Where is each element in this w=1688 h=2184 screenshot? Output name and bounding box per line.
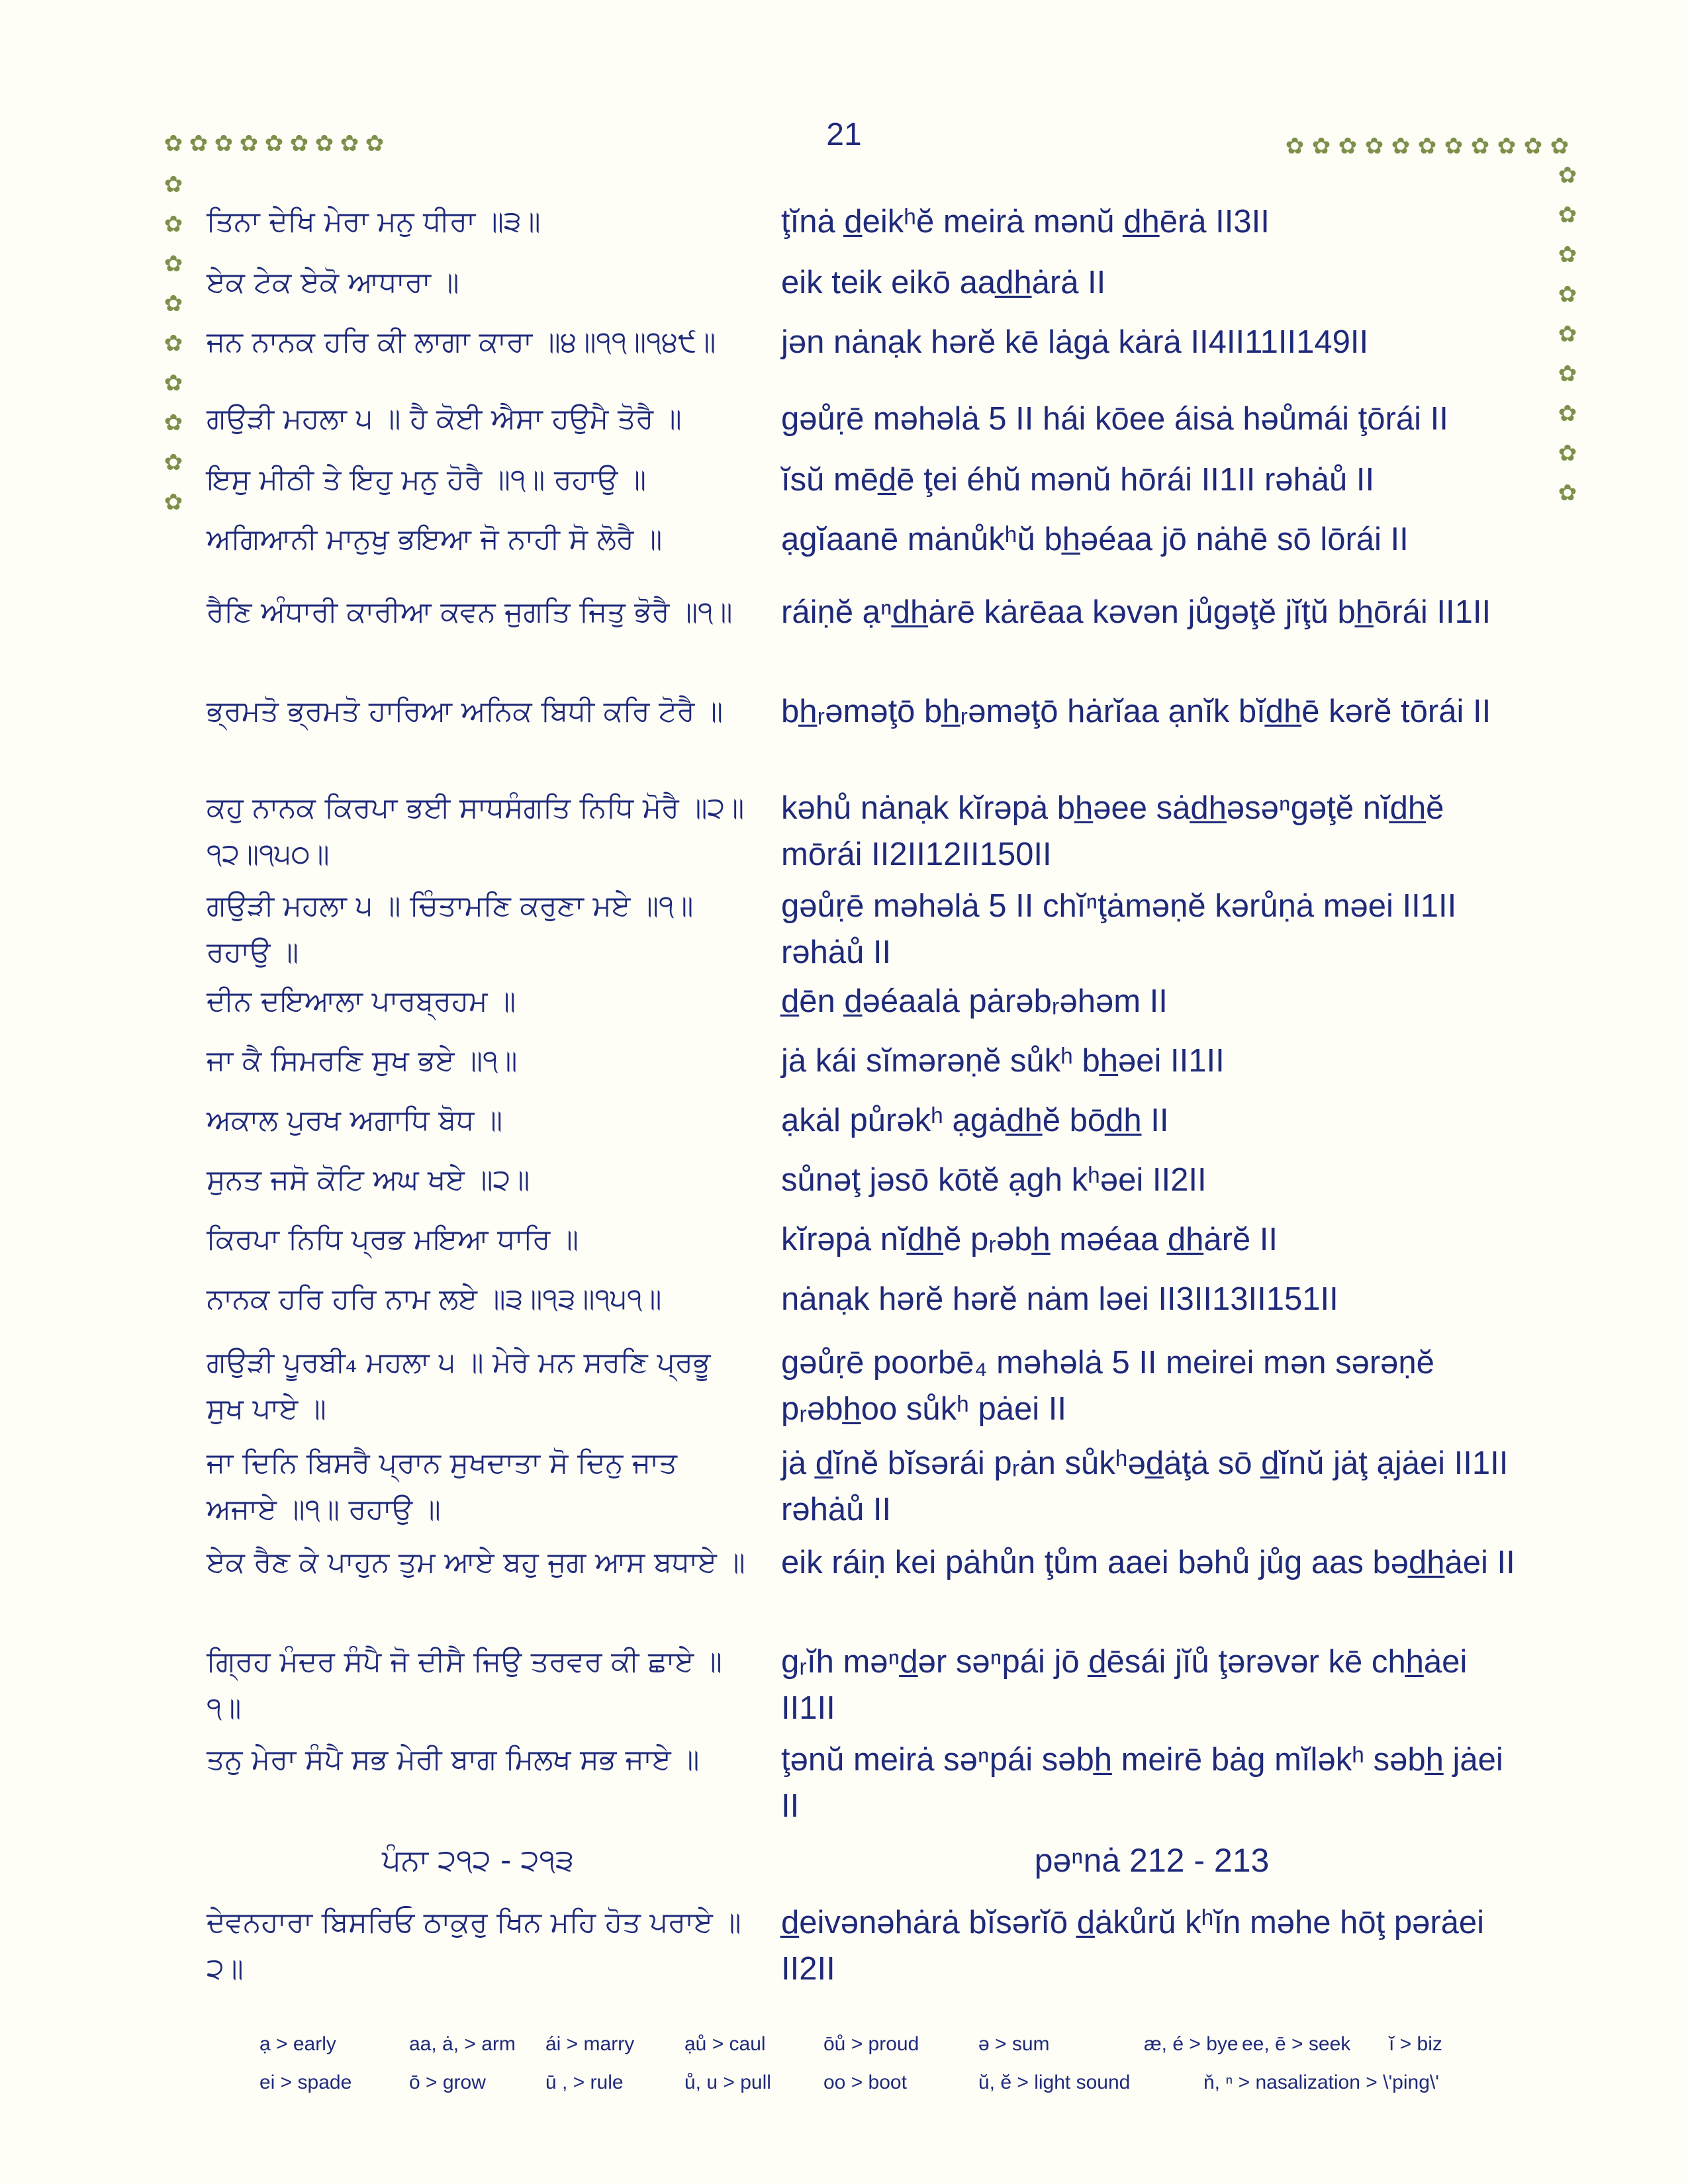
- flower-icon: ✿: [1417, 133, 1437, 159]
- legend-item: ōů > proud: [823, 2033, 919, 2055]
- verse-transliteration: gəůṛē məhəlȧ 5 II chĭⁿţȧməṇĕ kərůṇȧ məei II1II rəhȧů II: [781, 888, 1457, 970]
- flower-icon: ✿: [1523, 133, 1543, 159]
- verse-gurmukhi: ਇਸੁ ਮੀਠੀ ਤੇ ਇਹੁ ਮਨੁ ਹੋਰੈ ॥੧॥ ਰਹਾਉ ॥: [207, 463, 647, 496]
- verse-transliteration: ạkȧl půrəkʰ ạgȧd̲h̲ĕ bōd̲h̲ II: [781, 1103, 1169, 1138]
- flower-icon: ✿: [214, 130, 234, 157]
- verse-transliteration: bh̲ᵣəməţō bh̲ᵣəməţō hȧrĭaa ạnĭk bĭd̲h̲ē kərĕ tōrái II: [781, 694, 1491, 729]
- verse-gurmukhi: ਸੁਨਤ ਜਸੋ ਕੋਟਿ ਅਘ ਖਏ ॥੨॥: [207, 1163, 530, 1197]
- flower-icon: ✿: [1364, 133, 1384, 159]
- legend-item: aa, ȧ, > arm: [409, 2033, 516, 2055]
- legend-item: oo > boot: [823, 2071, 907, 2093]
- flower-icon: ✿: [1558, 202, 1577, 228]
- flower-icon: ✿: [1558, 400, 1577, 427]
- flower-icon: ✿: [164, 211, 183, 238]
- verse-gurmukhi: ਕਿਰਪਾ ਨਿਧਿ ਪ੍ਰਭ ਮਇਆ ਧਾਰਿ ॥: [207, 1223, 579, 1256]
- flower-icon: ✿: [239, 130, 259, 157]
- page-number: 21: [826, 117, 862, 152]
- flower-icon: ✿: [1558, 242, 1577, 268]
- flower-icon: ✿: [1558, 361, 1577, 387]
- verse-gurmukhi: ਰੈਣਿ ਅੰਧਾਰੀ ਕਾਰੀਆ ਕਵਨ ਜੁਗਤਿ ਜਿਤੁ ਭੋਰੈ ॥੧॥: [207, 596, 733, 629]
- verse-gurmukhi: ਜਨ ਨਾਨਕ ਹਰਿ ਕੀ ਲਾਗਾ ਕਾਰਾ ॥੪॥੧੧॥੧੪੯॥: [207, 326, 716, 359]
- verse-gurmukhi: ਜਾ ਕੈ ਸਿਮਰਣਿ ਸੁਖ ਭਏ ॥੧॥: [207, 1044, 518, 1077]
- flower-icon: ✿: [340, 130, 359, 157]
- verse-gurmukhi: ਦੇਵਨਹਾਰਾ ਬਿਸਰਿਓ ਠਾਕੁਰੁ ਖਿਨ ਮਹਿ ਹੋਤ ਪਰਾਏ ॥੨॥: [207, 1906, 741, 1985]
- panna-heading-gurmukhi: ਪੰਨਾ ੨੧੨ - ੨੧੩: [381, 1843, 574, 1878]
- legend-item: ĭ > biz: [1389, 2033, 1442, 2055]
- flower-icon: ✿: [1558, 440, 1577, 467]
- flower-icon: ✿: [1550, 133, 1570, 159]
- verse-gurmukhi: ਨਾਨਕ ਹਰਿ ਹਰਿ ਨਾਮ ਲਏ ॥੩॥੧੩॥੧੫੧॥: [207, 1283, 662, 1316]
- legend-item: æ, é > bye: [1144, 2033, 1239, 2055]
- legend-item: ō > grow: [409, 2071, 486, 2093]
- flower-icon: ✿: [1558, 281, 1577, 308]
- flower-icon: ✿: [189, 130, 209, 157]
- legend-item: ee, ē > seek: [1242, 2033, 1351, 2055]
- flower-icon: ✿: [289, 130, 309, 157]
- flower-icon: ✿: [164, 410, 183, 436]
- verse-transliteration: nȧnạk hərĕ hərĕ nȧm ləei II3II13II151II: [781, 1281, 1338, 1317]
- flower-icon: ✿: [164, 370, 183, 396]
- verse-gurmukhi: ਏਕ ਰੈਣ ਕੇ ਪਾਹੁਨ ਤੁਮ ਆਏ ਬਹੁ ਜੁਗ ਆਸ ਬਧਾਏ ॥: [207, 1546, 745, 1579]
- verse-gurmukhi: ਅਕਾਲ ਪੁਰਖ ਅਗਾਧਿ ਬੋਧ ॥: [207, 1104, 503, 1137]
- legend-item: ū , > rule: [545, 2071, 624, 2093]
- verse-transliteration: gəůṛē məhəlȧ 5 II hái kōee áisȧ həůmái ţōrái II: [781, 401, 1448, 437]
- verse-transliteration: kəhů nȧnạk kĭrəpȧ bh̲əee sȧd̲h̲əsəⁿgəţĕ nĭd̲h̲ĕ mōrái II2II12II150II: [781, 790, 1444, 872]
- flower-icon: ✿: [1311, 133, 1331, 159]
- flower-icon: ✿: [164, 291, 183, 317]
- verse-transliteration: ạgĭaanē mȧnůkʰŭ bh̲əéaa jō nȧhē sō lōrái II: [781, 522, 1409, 557]
- verse-gurmukhi: ਤਨੁ ਮੇਰਾ ਸੰਪੈ ਸਭ ਮੇਰੀ ਬਾਗ ਮਿਲਖ ਸਭ ਜਾਏ ॥: [207, 1743, 700, 1776]
- flower-icon: ✿: [1558, 480, 1577, 506]
- flower-icon: ✿: [164, 171, 183, 198]
- legend-item: ň, ⁿ > nasalization > \'ping\': [1203, 2071, 1439, 2093]
- verse-transliteration: d̲ēn d̲əéaalȧ pȧrəbᵣəhəm II: [781, 983, 1168, 1019]
- flower-icon: ✿: [1444, 133, 1464, 159]
- flower-icon: ✿: [1470, 133, 1490, 159]
- flower-icon: ✿: [164, 330, 183, 357]
- verse-transliteration: ráiṇĕ ạⁿd̲h̲ȧrē kȧrēaa kəvən jůgəţĕ jĭţŭ bh̲ōrái II1II: [781, 594, 1491, 630]
- verse-gurmukhi: ਗਉੜੀ ਮਹਲਾ ੫ ॥ ਹੈ ਕੋਈ ਐਸਾ ਹਉਮੈ ਤੋਰੈ ॥: [207, 402, 682, 435]
- legend-item: ái > marry: [545, 2033, 635, 2055]
- panna-heading-translit: pəⁿnȧ 212 - 213: [1034, 1842, 1270, 1879]
- verse-gurmukhi: ਜਾ ਦਿਨਿ ਬਿਸਰੈ ਪ੍ਰਾਨ ਸੁਖਦਾਤਾ ਸੋ ਦਿਨੁ ਜਾਤ ਅਜਾਏ ॥੧॥ ਰਹਾਉ ॥: [207, 1447, 677, 1526]
- flower-icon: ✿: [1391, 133, 1411, 159]
- verse-transliteration: kĭrəpȧ nĭd̲h̲ĕ pᵣəbh̲ məéaa d̲h̲ȧrĕ II: [781, 1222, 1278, 1257]
- verse-gurmukhi: ਗ੍ਰਿਹ ਮੰਦਰ ਸੰਪੈ ਜੋ ਦੀਸੈ ਜਿਉ ਤਰਵਰ ਕੀ ਛਾਏ ॥੧॥: [207, 1645, 722, 1725]
- verse-gurmukhi: ਦੀਨ ਦਇਆਲਾ ਪਾਰਬ੍ਰਹਮ ॥: [207, 985, 516, 1018]
- legend-item: ə > sum: [978, 2033, 1050, 2055]
- verse-transliteration: jȧ d̲ĭnĕ bĭsərái pᵣȧn sůkʰəd̲ȧţȧ sō d̲ĭnŭ jȧţ ạjȧei II1II rəhȧů II: [781, 1445, 1509, 1527]
- flower-icon: ✿: [1497, 133, 1517, 159]
- flower-icon: ✿: [264, 130, 284, 157]
- flower-icon: ✿: [1285, 133, 1305, 159]
- verse-transliteration: ţĭnȧ d̲eikʰĕ meirȧ mənŭ d̲h̲ērȧ II3II: [781, 204, 1270, 240]
- flower-icon: ✿: [1558, 162, 1577, 189]
- flower-icon: ✿: [1338, 133, 1358, 159]
- verse-gurmukhi: ਗਉੜੀ ਮਹਲਾ ੫ ॥ ਚਿੰਤਾਮਣਿ ਕਰੁਣਾ ਮਏ ॥੧॥ ਰਹਾਉ ॥: [207, 889, 694, 969]
- verse-transliteration: gᵣĭh məⁿd̲ər səⁿpái jō d̲ēsái jĭů ţərəvər kē chh̲ȧei II1II: [781, 1644, 1468, 1726]
- legend-item: ạ > early: [259, 2033, 336, 2055]
- verse-transliteration: ţənŭ meirȧ səⁿpái səbh̲ meirē bȧg mĭləkʰ səbh̲ jȧei II: [781, 1742, 1503, 1824]
- legend-item: ŭ, ĕ > light sound: [978, 2071, 1131, 2093]
- legend-item: ei > spade: [259, 2071, 352, 2093]
- flower-icon: ✿: [365, 130, 385, 157]
- flower-icon: ✿: [314, 130, 334, 157]
- flower-icon: ✿: [164, 130, 183, 157]
- verse-gurmukhi: ਏਕ ਟੇਕ ਏਕੋ ਆਧਾਰਾ ॥: [207, 266, 459, 299]
- verse-transliteration: eik ráiṇ kei pȧhůn ţům aaei bəhů jůg aas bəd̲h̲ȧei II: [781, 1545, 1515, 1580]
- verse-transliteration: gəůṛē poorbē₄ məhəlȧ 5 II meirei mən sərəṇĕ pᵣəbh̲oo sůkʰ pȧei II: [781, 1345, 1434, 1427]
- verse-gurmukhi: ਭ੍ਰਮਤੋ ਭ੍ਰਮਤੋ ਹਾਰਿਆ ਅਨਿਕ ਬਿਧੀ ਕਰਿ ਟੋਰੈ ॥: [207, 695, 724, 728]
- flower-icon: ✿: [164, 449, 183, 476]
- verse-transliteration: d̲eivənəhȧrȧ bĭsərĭō d̲ȧkůrŭ kʰĭn məhe hōţ pərȧei II2II: [781, 1905, 1485, 1987]
- verse-gurmukhi: ਤਿਨਾ ਦੇਖਿ ਮੇਰਾ ਮਨੁ ਧੀਰਾ ॥੩॥: [207, 205, 541, 238]
- flower-icon: ✿: [164, 251, 183, 277]
- verse-gurmukhi: ਗਉੜੀ ਪੂਰਬੀ₄ ਮਹਲਾ ੫ ॥ ਮੇਰੇ ਮਨ ਸਰਣਿ ਪ੍ਰਭੂ ਸੁਖ ਪਾਏ ॥: [207, 1346, 711, 1426]
- legend-item: ạů > caul: [684, 2033, 766, 2055]
- flower-icon: ✿: [1558, 321, 1577, 347]
- flower-icon: ✿: [164, 489, 183, 516]
- verse-gurmukhi: ਕਹੁ ਨਾਨਕ ਕਿਰਪਾ ਭਈ ਸਾਧਸੰਗਤਿ ਨਿਧਿ ਮੋਰੈ ॥੨॥੧੨॥੧੫੦॥: [207, 792, 745, 871]
- verse-transliteration: jən nȧnạk hərĕ kē lȧgȧ kȧrȧ II4II11II149II: [781, 324, 1369, 360]
- verse-transliteration: ĭsŭ mēd̲ē ţei éhŭ mənŭ hōrái II1II rəhȧů II: [781, 462, 1375, 498]
- verse-gurmukhi: ਅਗਿਆਨੀ ਮਾਨੁਖੁ ਭਇਆ ਜੋ ਨਾਹੀ ਸੋ ਲੋਰੈ ॥: [207, 523, 663, 556]
- verse-transliteration: sůnəţ jəsō kōtĕ ạgh kʰəei II2II: [781, 1162, 1207, 1198]
- verse-transliteration: jȧ kái sĭmərəṇĕ sůkʰ bh̲əei II1II: [781, 1043, 1225, 1079]
- verse-transliteration: eik teik eikō aad̲h̲ȧrȧ II: [781, 265, 1106, 300]
- legend-item: ů, u > pull: [684, 2071, 771, 2093]
